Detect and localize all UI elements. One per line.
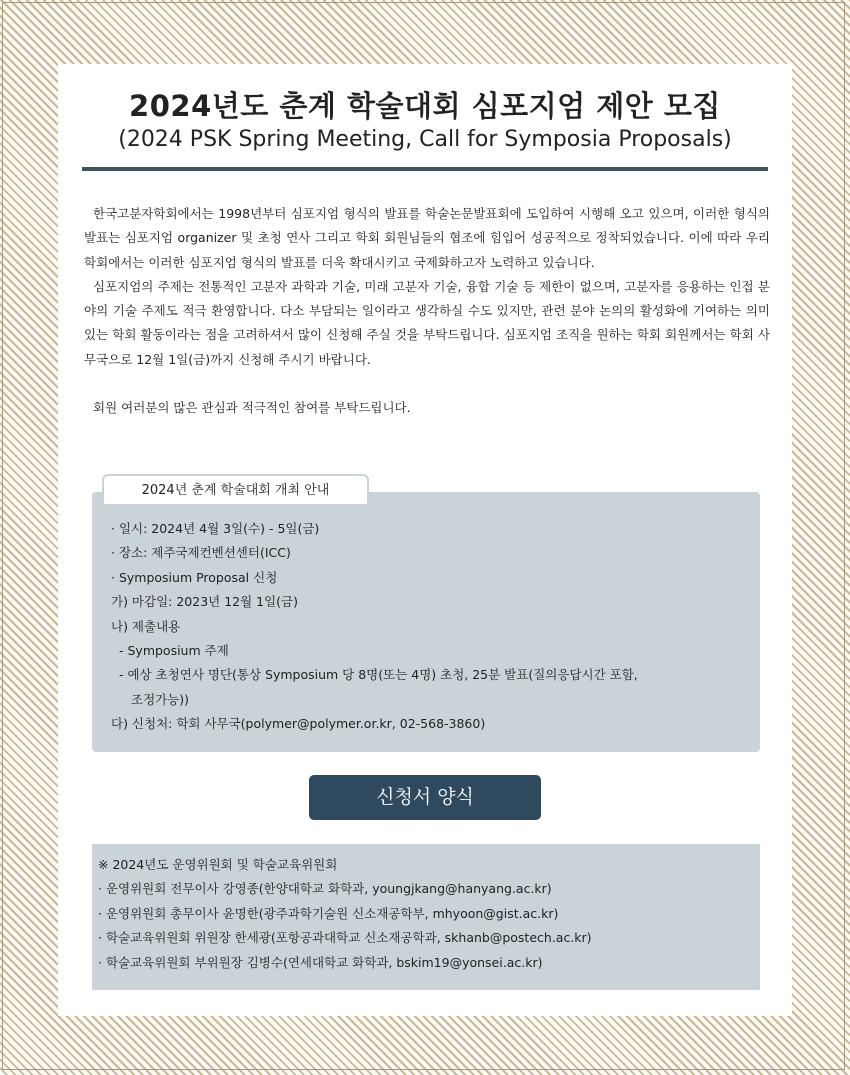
intro-text <box>84 202 770 420</box>
committee-member: · 학술교육위원회 부위원장 김병수(연세대학교 화학과, bskim19@yonsei.ac.kr) <box>98 954 543 970</box>
announcement-card <box>58 64 792 1016</box>
application-form-button[interactable]: 신청서 양식 <box>309 775 541 820</box>
info-deadline: 가) 마감일: 2023년 12월 1일(금) <box>111 594 299 610</box>
info-proposal: · Symposium Proposal 신청 <box>111 569 278 585</box>
info-apply-to: 다) 신청처: 학회 사무국(polymer@polymer.or.kr, 02-568-3860) <box>111 716 486 732</box>
info-contents-topic: - Symposium 주제 <box>119 643 229 659</box>
intro-closing: 회원 여러분의 많은 관심과 적극적인 참여를 부탁드립니다. <box>93 400 411 416</box>
title-divider <box>82 167 768 171</box>
committee-list <box>98 853 748 975</box>
info-date: · 일시: 2024년 4월 3일(수) - 5일(금) <box>111 521 320 536</box>
page-title: 2024년도 춘계 학술대회 심포지엄 제안 모집 <box>129 89 721 123</box>
info-contents-speakers-cont: 조정가능)) <box>131 691 190 707</box>
intro-paragraph: 한국고분자학회에서는 1998년부터 심포지엄 형식의 발표를 학술논문발표회에 도입하여 시행해 오고 있으며, 이러한 형식의 발표는 심포지엄 organizer 및 초청 연사 그리고 학회 회원님들의 협조에 힘입어 성공적으로 정착되었습니다. 이에 따라 우리 학회에서는 이러한 심포지엄 형식의 발표를 더욱 확대시키고 국제화하고자 노력하고 있습니다. <box>84 206 770 270</box>
meeting-info-tab: 2024년 춘계 학술대회 개최 안내 <box>102 474 369 504</box>
meeting-info-list <box>111 517 751 737</box>
info-contents-speakers: - 예상 초청연사 명단(통상 Symposium 당 8명(또는 4명) 초청, 25분 발표(질의응답시간 포함, <box>119 667 638 683</box>
committee-member: · 운영위원회 전무이사 강영종(한양대학교 화학과, youngjkang@hanyang.ac.kr) <box>98 881 552 897</box>
committee-member: · 운영위원회 총무이사 윤명한(광주과학기술원 신소재공학부, mhyoon@gist.ac.kr) <box>98 905 559 921</box>
committee-member: · 학술교육위원회 위원장 한세광(포항공과대학교 신소재공학과, skhanb@postech.ac.kr) <box>98 930 592 946</box>
info-contents: 나) 제출내용 <box>111 618 181 634</box>
info-venue: · 장소: 제주국제컨벤션센터(ICC) <box>111 545 291 561</box>
committee-heading: ※ 2024년도 운영위원회 및 학술교육위원회 <box>98 857 338 872</box>
intro-paragraph: 심포지엄의 주제는 전통적인 고분자 과학과 기술, 미래 고분자 기술, 융합 기술 등 제한이 없으며, 고분자를 응용하는 인접 분야의 기술 주제도 적극 환영합니다. 다소 부담되는 일이라고 생각하실 수도 있지만, 관련 분야 논의의 활성화에 기여하는 의미 있는 학회 활동이라는 점을 고려하셔서 많이 신청해 주실 것을 부탁드립니다. 심포지엄 조직을 원하는 학회 회원께서는 학회 사무국으로 12월 1일(금)까지 신청해 주시기 바랍니다. <box>84 278 770 367</box>
page-subtitle: (2024 PSK Spring Meeting, Call for Symposia Proposals) <box>118 127 732 152</box>
